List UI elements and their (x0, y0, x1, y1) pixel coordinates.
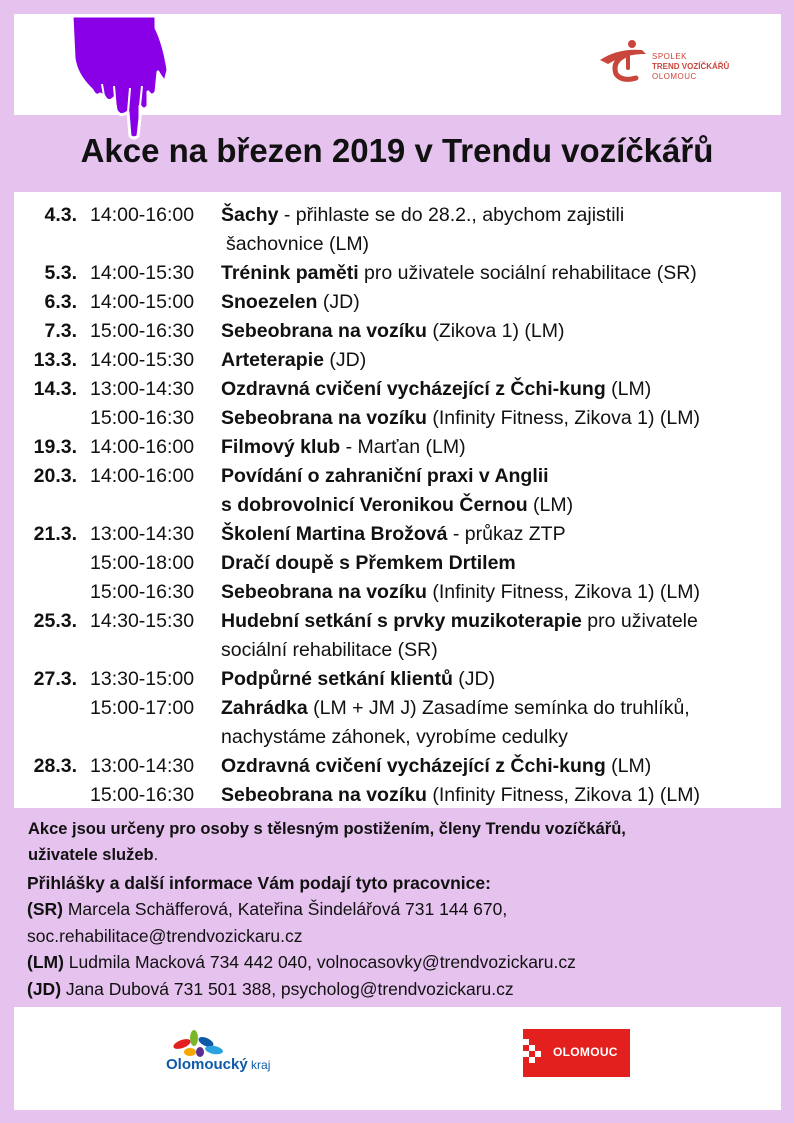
schedule-row (14, 259, 781, 288)
event-details: (JD) (317, 291, 360, 313)
contact-lm-text: Ludmila Macková 734 442 040, volnocasovky@trendvozickaru.cz (63, 952, 576, 973)
contact-jd-text: Jana Dubová 731 501 388, psycholog@trendvozickaru.cz (61, 978, 514, 999)
event-time: 14:00-15:00 (90, 291, 195, 313)
schedule-row (14, 665, 781, 694)
schedule-row (14, 723, 781, 752)
event-date: 14.3. (33, 378, 77, 400)
event-details: (Infinity Fitness, Zikova 1) (LM) (426, 784, 700, 806)
event-name: Ozdravná cvičení vycházející z Čchi-kung (221, 755, 606, 777)
event-name: Sebeobrana na vozíku (221, 320, 427, 342)
olomoucky-kraj-logo (162, 1030, 312, 1080)
event-time: 15:00-17:00 (90, 697, 195, 719)
event-name: Šachy (221, 204, 279, 226)
event-name: Zahrádka (221, 697, 308, 719)
schedule-list (14, 192, 781, 808)
event-details: (Infinity Fitness, Zikova 1) (LM) (426, 581, 700, 603)
event-time: 13:00-14:30 (90, 755, 195, 777)
contact-lm (27, 949, 767, 975)
event-description (221, 636, 438, 665)
event-time: 15:00-16:30 (90, 784, 195, 806)
event-details: (LM + JM J) Zasadíme semínka do truhlíků, (307, 697, 690, 719)
event-description (226, 230, 369, 259)
schedule-row (14, 404, 781, 433)
schedule-row (14, 752, 781, 781)
event-description (221, 346, 366, 375)
contact-jd (27, 976, 767, 1002)
event-description (221, 665, 495, 694)
event-time: 14:00-16:00 (90, 436, 195, 458)
event-details: (LM) (605, 378, 652, 400)
event-description (221, 404, 700, 433)
event-time: 15:00-16:30 (90, 407, 195, 429)
event-date: 19.3. (33, 436, 77, 458)
olomouc-logo-label: OLOMOUC (553, 1045, 618, 1059)
schedule-row (14, 201, 781, 230)
event-date: 20.3. (33, 465, 77, 487)
event-description (221, 781, 700, 810)
event-details: pro uživatele (581, 610, 698, 632)
logo-line-olomouc: OLOMOUC (652, 72, 697, 81)
event-time: 14:00-16:00 (90, 204, 195, 226)
event-details: (JD) (452, 668, 496, 690)
event-time: 14:00-15:30 (90, 262, 195, 284)
schedule-row (14, 317, 781, 346)
contact-sr-email: soc.rehabilitace@trendvozickaru.cz (27, 925, 303, 946)
event-details: šachovnice (LM) (226, 233, 370, 255)
contact-lm-code: (LM) (27, 952, 64, 973)
olomouc-city-logo (523, 1029, 630, 1077)
event-details: (JD) (323, 349, 367, 371)
event-description (221, 520, 566, 549)
schedule-row (14, 607, 781, 636)
event-name: Snoezelen (221, 291, 318, 313)
note-line-1: Akce jsou určeny pro osoby s tělesným postižením, členy Trendu vozíčkářů, (28, 820, 626, 838)
event-description (221, 607, 698, 636)
schedule-row (14, 636, 781, 665)
event-description (221, 259, 697, 288)
event-details: (Infinity Fitness, Zikova 1) (LM) (426, 407, 700, 429)
event-time: 14:00-15:30 (90, 349, 195, 371)
event-date: 4.3. (44, 204, 77, 226)
event-details: nachystáme záhonek, vyrobíme cedulky (221, 726, 568, 748)
event-description (221, 491, 573, 520)
pointing-hand-icon (68, 14, 172, 140)
contact-sr-text: Marcela Schäfferová, Kateřina Šindelářová 731 144 670, (62, 899, 508, 920)
kraj-logo-bold: Olomoucký (166, 1056, 248, 1073)
event-details: pro uživatele sociální rehabilitace (SR) (358, 262, 697, 284)
event-description (221, 201, 624, 230)
contacts-lead: Přihlášky a další informace Vám podají tyto pracovnice: (27, 873, 491, 893)
schedule-row (14, 520, 781, 549)
schedule-row (14, 694, 781, 723)
note-end: . (153, 846, 159, 864)
schedule-row (14, 491, 781, 520)
event-details: (LM) (605, 755, 652, 777)
contact-jd-code: (JD) (27, 978, 62, 999)
page-title: Akce na březen 2019 v Trendu vozíčkářů (80, 132, 714, 169)
event-date: 28.3. (33, 755, 77, 777)
note-line-2: uživatele služeb (28, 846, 154, 864)
contact-sr-code: (SR) (27, 899, 63, 920)
schedule-row (14, 346, 781, 375)
event-time: 14:00-16:00 (90, 465, 195, 487)
schedule-row (14, 549, 781, 578)
schedule-row (14, 433, 781, 462)
event-description (221, 317, 565, 346)
event-time: 13:30-15:00 (90, 668, 195, 690)
event-time: 15:00-16:30 (90, 320, 195, 342)
event-name: Dračí doupě s Přemkem Drtilem (221, 552, 516, 574)
event-date: 21.3. (33, 523, 77, 545)
event-name: s dobrovolnicí Veronikou Černou (221, 494, 528, 516)
trend-vozickaru-logo (594, 38, 744, 86)
trend-logo-mark-icon (594, 38, 650, 84)
schedule-row (14, 578, 781, 607)
schedule-row (14, 375, 781, 404)
olomouc-eagle-icon (523, 1029, 545, 1077)
schedule-row (14, 288, 781, 317)
event-date: 7.3. (44, 320, 77, 342)
event-details: sociální rehabilitace (SR) (221, 639, 438, 661)
event-date: 13.3. (33, 349, 77, 371)
event-details: - přihlaste se do 28.2., abychom zajistili (278, 204, 625, 226)
event-description (221, 433, 466, 462)
event-date: 25.3. (33, 610, 77, 632)
event-date: 5.3. (44, 262, 77, 284)
logo-line-trend: TREND VOZÍČKÁŘŮ (652, 62, 730, 71)
logo-line-spolek: SPOLEK (652, 52, 688, 61)
event-name: Filmový klub (221, 436, 341, 458)
event-date: 27.3. (33, 668, 77, 690)
event-name: Sebeobrana na vozíku (221, 407, 427, 429)
event-name: Trénink paměti (221, 262, 359, 284)
event-name: Povídání o zahraniční praxi v Anglii (221, 465, 549, 487)
schedule-row (14, 462, 781, 491)
event-time: 13:00-14:30 (90, 523, 195, 545)
event-details: - Marťan (LM) (340, 436, 466, 458)
schedule-row (14, 230, 781, 259)
event-name: Arteterapie (221, 349, 324, 371)
event-description (221, 578, 700, 607)
event-details: (Zikova 1) (LM) (426, 320, 565, 342)
event-description (221, 375, 651, 404)
event-time: 15:00-16:30 (90, 581, 195, 603)
contact-sr (27, 896, 767, 922)
event-time: 13:00-14:30 (90, 378, 195, 400)
event-name: Školení Martina Brožová (221, 523, 448, 545)
schedule-row (14, 781, 781, 810)
audience-note (28, 816, 768, 868)
event-description (221, 752, 651, 781)
contacts-block (27, 870, 767, 1002)
footer-panel (14, 1007, 781, 1110)
event-name: Podpůrné setkání klientů (221, 668, 453, 690)
event-description (221, 694, 690, 723)
event-details: - průkaz ZTP (447, 523, 566, 545)
event-description (221, 549, 516, 578)
event-time: 15:00-18:00 (90, 552, 195, 574)
event-description (221, 288, 360, 317)
event-date: 6.3. (44, 291, 77, 313)
event-time: 14:30-15:30 (90, 610, 195, 632)
event-name: Hudební setkání s prvky muzikoterapie (221, 610, 582, 632)
event-name: Sebeobrana na vozíku (221, 784, 427, 806)
event-description (221, 723, 568, 752)
event-details: (LM) (527, 494, 574, 516)
event-name: Ozdravná cvičení vycházející z Čchi-kung (221, 378, 606, 400)
event-name: Sebeobrana na vozíku (221, 581, 427, 603)
kraj-logo-light: kraj (247, 1058, 271, 1072)
event-description (221, 462, 549, 491)
